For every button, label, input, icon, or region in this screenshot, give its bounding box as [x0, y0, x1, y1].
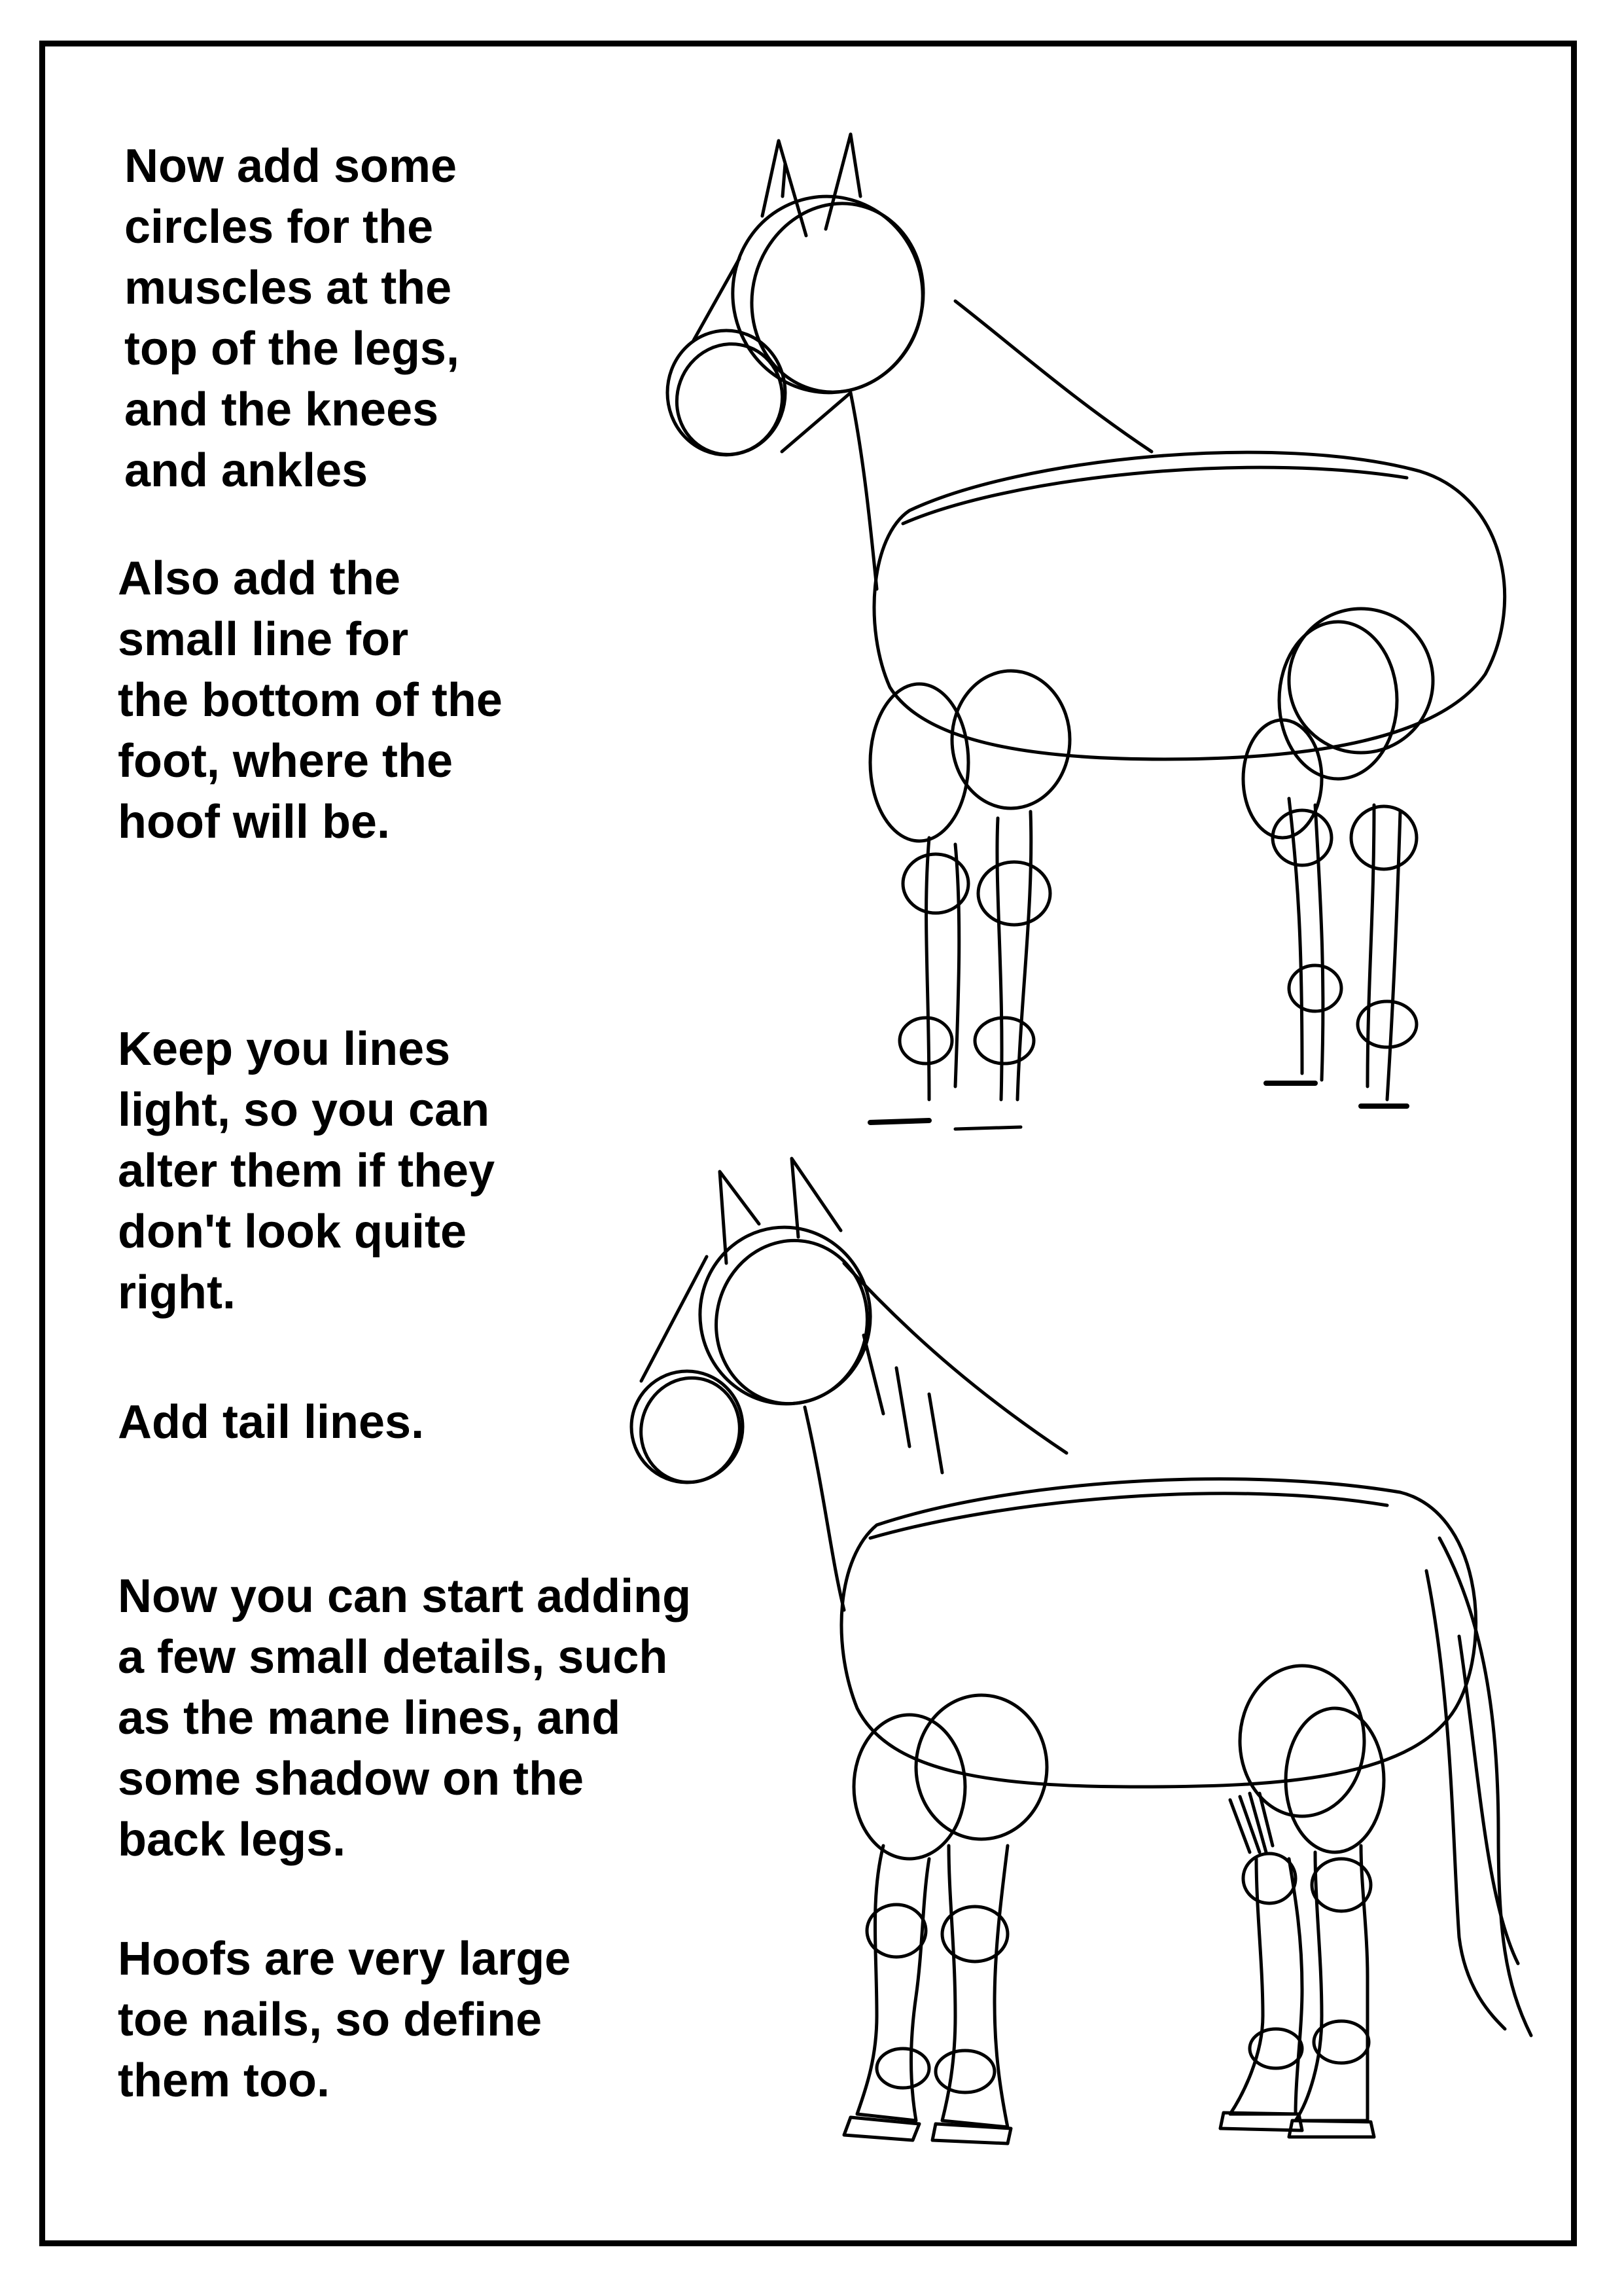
ear-right: [826, 134, 860, 229]
ankle-4: [1314, 2021, 1369, 2063]
knee-2: [978, 862, 1050, 925]
body-oval: [874, 452, 1505, 759]
front-leg-2: [942, 1846, 1008, 2127]
front-leg-circle-1: [870, 684, 968, 841]
neck-top: [844, 1263, 1067, 1453]
horse-sketch-step-1: [662, 134, 1505, 1129]
instruction-details: Now you can start adding a few small details, such as the mane lines, and some shadow on the back legs.: [118, 1570, 692, 1866]
ankle-4: [1358, 1001, 1417, 1047]
neck-top: [955, 301, 1152, 452]
mane-lines: [864, 1335, 942, 1473]
ankle-2: [936, 2051, 995, 2092]
instruction-muscle-circles: Now add some circles for the muscles at the top of the legs, and the knees and ankles: [124, 140, 459, 497]
instruction-tail-lines: Add tail lines.: [118, 1396, 425, 1448]
ankle-3: [1289, 965, 1341, 1011]
ear-left: [762, 141, 806, 236]
knee-3: [1243, 1854, 1296, 1903]
neck-front: [805, 1407, 844, 1610]
instruction-hoofs: Hoofs are very large toe nails, so define them too.: [118, 1933, 571, 2107]
instruction-light-lines: Keep you lines light, so you can alter them if they don't look quite right.: [118, 1023, 495, 1319]
ankle-1: [900, 1018, 952, 1064]
back-leg-2: [1296, 1846, 1368, 2121]
horse-sketch-step-2: [629, 1158, 1531, 2144]
back-leg-1: [1230, 1859, 1302, 2114]
ankle-1: [877, 2049, 929, 2088]
back-leg-circle-2: [1243, 720, 1322, 838]
knee-4: [1351, 806, 1417, 869]
ankle-2: [975, 1018, 1034, 1064]
ear-left: [720, 1172, 759, 1263]
ear-right: [792, 1158, 841, 1237]
hoof-line-1: [870, 1121, 929, 1122]
front-leg-1: [857, 1846, 929, 2121]
hoof-line-2: [955, 1127, 1021, 1129]
tail-line-2: [1426, 1571, 1505, 2029]
neck-front: [851, 393, 877, 589]
instruction-hoof-line: Also add the small line for the bottom of the foot, where the hoof will be.: [118, 552, 503, 848]
hoof-2: [932, 2124, 1011, 2144]
body-oval: [841, 1479, 1476, 1787]
front-leg-circle-1: [854, 1715, 965, 1859]
